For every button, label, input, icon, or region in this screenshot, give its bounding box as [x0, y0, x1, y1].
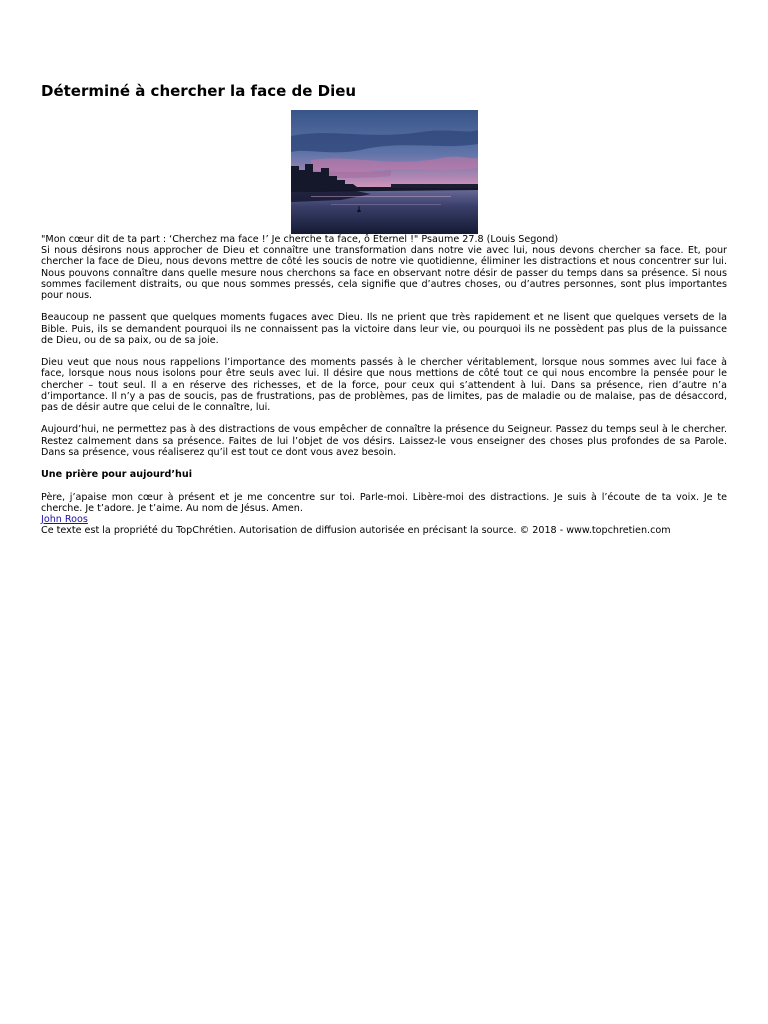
- article: [41, 80, 727, 536]
- spacer: [41, 346, 727, 357]
- prayer-text: Père, j’apaise mon cœur à présent et je me concentre sur toi. Parle-moi. Libère-moi des distractions. Je suis à l’écoute de ta voix. Je te cherche. Je t’adore. Je t’aime. Au nom de Jésus. Amen.: [41, 491, 727, 514]
- spacer: [41, 413, 727, 424]
- article-body: [41, 234, 727, 536]
- paragraph: Beaucoup ne passent que quelques moments fugaces avec Dieu. Ils ne prient que très rapidement et ne lisent que quelques versets de la Bible. Puis, ils se demandent pourquoi ils ne connaissent pas la victoire dans leur vie, ou pourquoi ils ne possèdent pas plus de la puissance de Dieu, ou de sa paix, ou de sa joie.: [41, 312, 727, 346]
- paragraph: Si nous désirons nous approcher de Dieu et connaître une transformation dans notre vie avec lui, nous devons chercher sa face. Et, pour chercher la face de Dieu, nous devons mettre de côté les soucis de notre vie quotidienne, éliminer les distractions et nous concentrer sur lui. Nous pouvons connaître dans quelle mesure nous cherchons sa face en observant notre désir de passer du temps dans sa présence. Si nous sommes facilement distraits, ou que nous sommes pressés, cela signifie que d’autres choses, ou d’autres personnes, sont plus importantes pour nous.: [41, 245, 727, 302]
- author-link[interactable]: John Roos: [41, 514, 88, 525]
- copyright-notice: Ce texte est la propriété du TopChrétien. Autorisation de diffusion autorisée en précisant la source. © 2018 - www.topchretien.com: [41, 525, 671, 537]
- prayer-heading: Une prière pour aujourd’hui: [41, 469, 193, 481]
- spacer: [41, 480, 727, 491]
- paragraph: Dieu veut que nous nous rappelions l’importance des moments passés à le chercher véritablement, lorsque nous sommes avec lui face à face, lorsque nous nous isolons pour être seuls avec lui. Il désire que nous mettions de côté tout ce qui nous encombre la pensée pour le chercher – tout seul. Il a en réserve des richesses, et de la force, pour ceux qui s’attendent à lui. Dans sa présence, rien d’autre n’a d’importance. Il n’y a pas de soucis, pas de frustrations, pas de problèmes, pas de limites, pas de maladie ou de malaise, pas de désaccord, pas de désir autre que celui de le connaître, lui.: [41, 357, 727, 414]
- scripture-quote: "Mon cœur dit de ta part : ‘Cherchez ma face !’ Je cherche ta face, ô Éternel !" Psaume 27.8 (Louis Segond): [41, 234, 559, 245]
- sunset-photo: [291, 110, 478, 234]
- spacer: [41, 458, 727, 469]
- author-line: [41, 514, 727, 525]
- photo-container: [41, 110, 727, 234]
- paragraph: Aujourd’hui, ne permettez pas à des distractions de vous empêcher de connaître la présence du Seigneur. Passez du temps seul à le chercher. Restez calmement dans sa présence. Faites de lui l’objet de vos désirs. Laissez-le vous enseigner des choses plus profondes de sa Parole. Dans sa présence, vous réaliserez qu’il est tout ce dont vous avez besoin.: [41, 424, 727, 458]
- article-title: Déterminé à chercher la face de Dieu: [41, 82, 357, 100]
- spacer: [41, 301, 727, 312]
